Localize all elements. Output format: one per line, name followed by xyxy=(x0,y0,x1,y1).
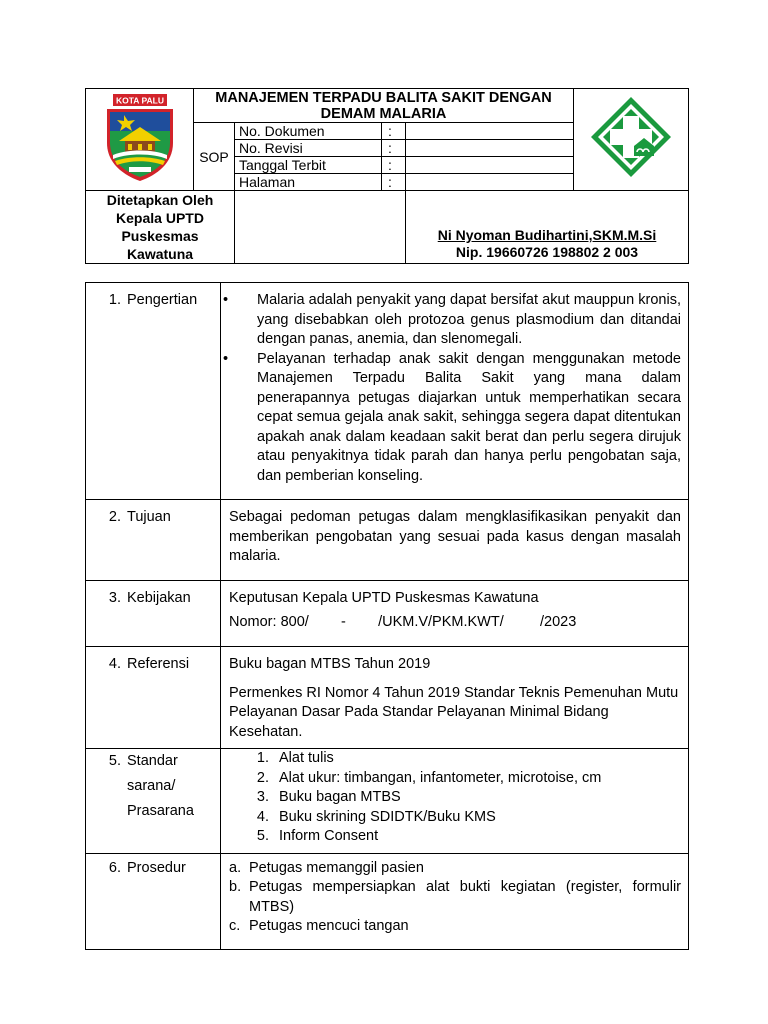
section-label xyxy=(86,283,221,500)
section-title: Prosedur xyxy=(127,859,186,876)
section-kebijakan xyxy=(86,581,689,647)
item-number: 5. xyxy=(256,828,269,844)
established-by: Ditetapkan Oleh Kepala UPTD Puskesmas Kawatuna xyxy=(86,191,235,264)
svg-text:KOTA PALU: KOTA PALU xyxy=(115,95,164,106)
section-label xyxy=(86,853,221,949)
bullet-text: Pelayanan terhadap anak sakit dengan menggunakan metode Manajemen Terpadu Balita Sakit yang mana dalam penerapannya petugas diajarkan untuk memperhatikan secara cepat semua gejala anak sakit, sehingga segera dapat ditentukan apakah anak dalam keadaan sakit berat dan perlu segera dirujuk atau penyakitnya tidak parah dan hanya perlu pengobatan saja, dan pemberian konseling. xyxy=(257,350,681,484)
list-item xyxy=(229,827,681,847)
section-tujuan xyxy=(86,500,689,581)
section-body xyxy=(221,283,689,500)
kota-palu-emblem-icon xyxy=(99,91,181,183)
field-halaman-label: Halaman xyxy=(235,174,382,191)
section-number: 3. xyxy=(108,590,121,606)
item-text: Alat ukur: timbangan, infantometer, microtoise, cm xyxy=(279,769,602,786)
item-text: Petugas mempersiapkan alat bukti kegiatan (register, formulir MTBS) xyxy=(249,879,681,915)
list-item xyxy=(229,788,681,808)
section-title: Referensi xyxy=(127,656,190,672)
colon: : xyxy=(382,157,406,174)
section-label xyxy=(86,581,221,647)
item-text: Petugas memanggil pasien xyxy=(249,859,424,876)
section-title: Pengertian xyxy=(127,292,198,308)
bullet-icon: • xyxy=(223,292,229,308)
list-item xyxy=(229,749,681,769)
section-number: 4. xyxy=(108,656,121,672)
item-number: 1. xyxy=(256,750,269,766)
item-text: Alat tulis xyxy=(279,750,334,766)
document-title: MANAJEMEN TERPADU BALITA SAKIT DENGAN DEMAM MALARIA xyxy=(194,89,574,123)
field-no-dokumen-value xyxy=(406,123,574,140)
puskesmas-logo-cell xyxy=(574,89,689,191)
signatory-block xyxy=(406,191,689,264)
list-item xyxy=(221,350,681,487)
section-label xyxy=(86,749,221,854)
list-item xyxy=(229,859,681,879)
section-label xyxy=(86,500,221,581)
reference-item: Buku bagan MTBS Tahun 2019 xyxy=(229,656,431,672)
section-number: 2. xyxy=(108,509,121,525)
field-tanggal-terbit-value xyxy=(406,157,574,174)
section-title: Kebijakan xyxy=(127,590,191,606)
colon: : xyxy=(382,140,406,157)
field-halaman-value xyxy=(406,174,574,191)
field-no-revisi-label: No. Revisi xyxy=(235,140,382,157)
sop-header-table xyxy=(85,88,689,264)
item-letter: c. xyxy=(229,918,241,934)
signatory-nip: Nip. 19660726 198802 2 003 xyxy=(455,244,639,260)
section-referensi xyxy=(86,647,689,749)
section-body xyxy=(221,500,689,581)
bullet-icon: • xyxy=(223,350,229,367)
item-letter: a. xyxy=(229,859,242,876)
sop-content-table xyxy=(85,282,689,950)
list-item xyxy=(229,808,681,828)
item-number: 4. xyxy=(256,808,269,825)
section-number: 1. xyxy=(108,292,121,308)
colon: : xyxy=(382,123,406,140)
list-item xyxy=(229,917,681,937)
list-item xyxy=(229,769,681,789)
section-body xyxy=(221,647,689,749)
section-standar xyxy=(86,749,689,854)
item-number: 3. xyxy=(256,789,269,805)
section-number: 6. xyxy=(108,859,121,876)
bullet-text: Malaria adalah penyakit yang dapat bersifat akut mauppun kronis, yang disebabkan oleh protozoa genus plasmodium dan ditandai dengan panas, anemia, dan slenomegali. xyxy=(257,292,681,347)
item-letter: b. xyxy=(229,879,242,895)
reference-item: Permenkes RI Nomor 4 Tahun 2019 Standar Teknis Pemenuhan Mutu Pelayanan Dasar Pada Standar Pelayanan Minimal Bidang Kesehatan. xyxy=(229,684,679,740)
section-body xyxy=(221,853,689,949)
list-item xyxy=(221,291,681,350)
section-title xyxy=(121,749,194,824)
puskesmas-logo-icon xyxy=(588,94,674,180)
section-number: 5. xyxy=(108,753,121,769)
colon: : xyxy=(382,174,406,191)
item-text: Buku skrining SDIDTK/Buku KMS xyxy=(279,808,496,825)
section-title-line: Standar xyxy=(127,753,178,769)
section-label xyxy=(86,647,221,749)
section-title-line: Prasarana xyxy=(127,803,194,819)
signature-space xyxy=(235,191,406,264)
section-text: Keputusan Kepala UPTD Puskesmas Kawatuna xyxy=(229,590,539,606)
field-tanggal-terbit-label: Tanggal Terbit xyxy=(235,157,382,174)
item-number: 2. xyxy=(256,769,269,786)
kota-palu-logo-cell xyxy=(86,89,194,191)
section-title-line: sarana/ xyxy=(127,778,176,794)
signatory-name: Ni Nyoman Budihartini,SKM.M.Si xyxy=(437,227,657,243)
section-title: Tujuan xyxy=(127,509,171,525)
item-text: Petugas mencuci tangan xyxy=(249,918,409,934)
field-no-dokumen-label: No. Dokumen xyxy=(235,123,382,140)
field-no-revisi-value xyxy=(406,140,574,157)
section-text: Sebagai pedoman petugas dalam mengklasifikasikan penyakit dan memberikan pengobatan yang sesuai pada kasus dengan masalah malaria. xyxy=(229,509,681,564)
item-text: Inform Consent xyxy=(279,828,379,844)
section-pengertian xyxy=(86,283,689,500)
list-item xyxy=(229,878,681,917)
document-number: Nomor: 800/ - /UKM.V/PKM.KWT/ /2023 xyxy=(229,613,577,630)
section-prosedur xyxy=(86,853,689,949)
section-body xyxy=(221,749,689,854)
item-text: Buku bagan MTBS xyxy=(279,789,401,805)
sop-label: SOP xyxy=(194,123,235,191)
section-body xyxy=(221,581,689,647)
